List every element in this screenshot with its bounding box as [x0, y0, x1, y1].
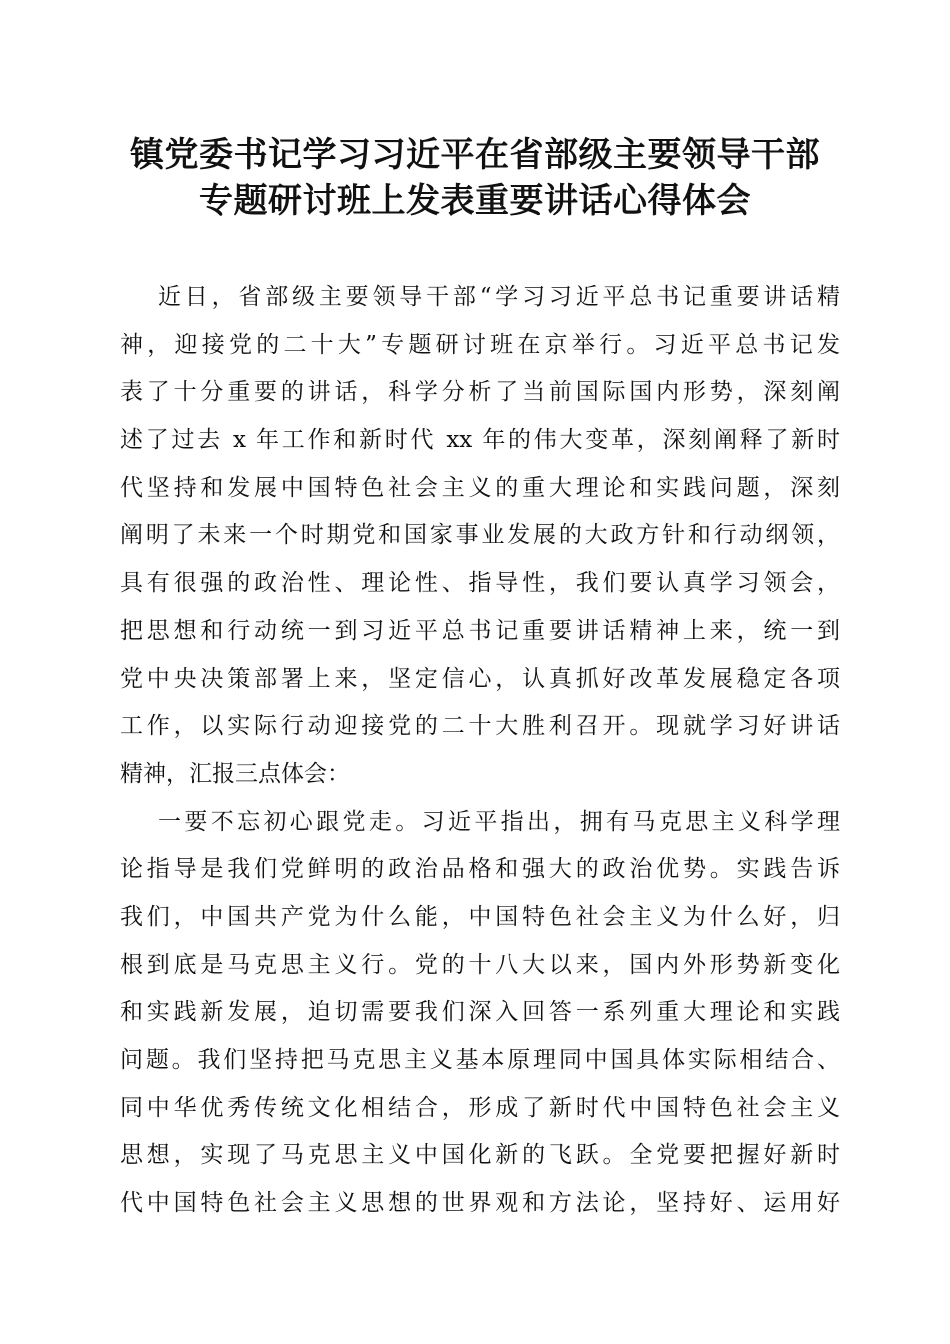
paragraph-2	[120, 799, 840, 1228]
paragraph-1	[120, 274, 840, 799]
text-line: 一要不忘初心跟党走。习近平指出，拥有马克思主义科学理	[158, 808, 840, 835]
text-line: 具有很强的政治性、理论性、指导性，我们要认真学习领会，	[120, 570, 840, 597]
document-body	[120, 274, 840, 1228]
text-line: 阐明了未来一个时期党和国家事业发展的大政方针和行动纲领，	[120, 522, 840, 549]
title-line-1: 镇党委书记学习习近平在省部级主要领导干部	[130, 135, 820, 175]
text-line: 代坚持和发展中国特色社会主义的重大理论和实践问题，深刻	[120, 474, 840, 501]
title-line-2: 专题研讨班上发表重要讲话心得体会	[199, 181, 751, 221]
text-line: 神，迎接党的二十大”专题研讨班在京举行。习近平总书记发	[120, 331, 840, 358]
text-line: 我们，中国共产党为什么能，中国特色社会主义为什么好，归	[120, 903, 840, 930]
text-line: 根到底是马克思主义行。党的十八大以来，国内外形势新变化	[120, 951, 840, 978]
text-line: 论指导是我们党鲜明的政治品格和强大的政治优势。实践告诉	[120, 856, 840, 883]
text-line: 述了过去 x 年工作和新时代 xx 年的伟大变革，深刻阐释了新时	[120, 427, 840, 454]
text-line: 思想，实现了马克思主义中国化新的飞跃。全党要把握好新时	[120, 1142, 840, 1169]
text-line: 表了十分重要的讲话，科学分析了当前国际国内形势，深刻阐	[120, 379, 840, 406]
text-line: 工作，以实际行动迎接党的二十大胜利召开。现就学习好讲话	[120, 713, 840, 740]
document-title	[80, 132, 870, 224]
text-line: 和实践新发展，迫切需要我们深入回答一系列重大理论和实践	[120, 999, 840, 1026]
text-line: 党中央决策部署上来，坚定信心，认真抓好改革发展稳定各项	[120, 665, 840, 692]
text-line: 把思想和行动统一到习近平总书记重要讲话精神上来，统一到	[120, 617, 840, 644]
text-line: 精神，汇报三点体会：	[120, 760, 350, 787]
text-line: 近日，省部级主要领导干部“学习习近平总书记重要讲话精	[158, 284, 840, 310]
text-line: 代中国特色社会主义思想的世界观和方法论，坚持好、运用好	[120, 1190, 840, 1217]
text-line: 同中华优秀传统文化相结合，形成了新时代中国特色社会主义	[120, 1094, 840, 1121]
text-line: 问题。我们坚持把马克思主义基本原理同中国具体实际相结合、	[120, 1047, 840, 1073]
